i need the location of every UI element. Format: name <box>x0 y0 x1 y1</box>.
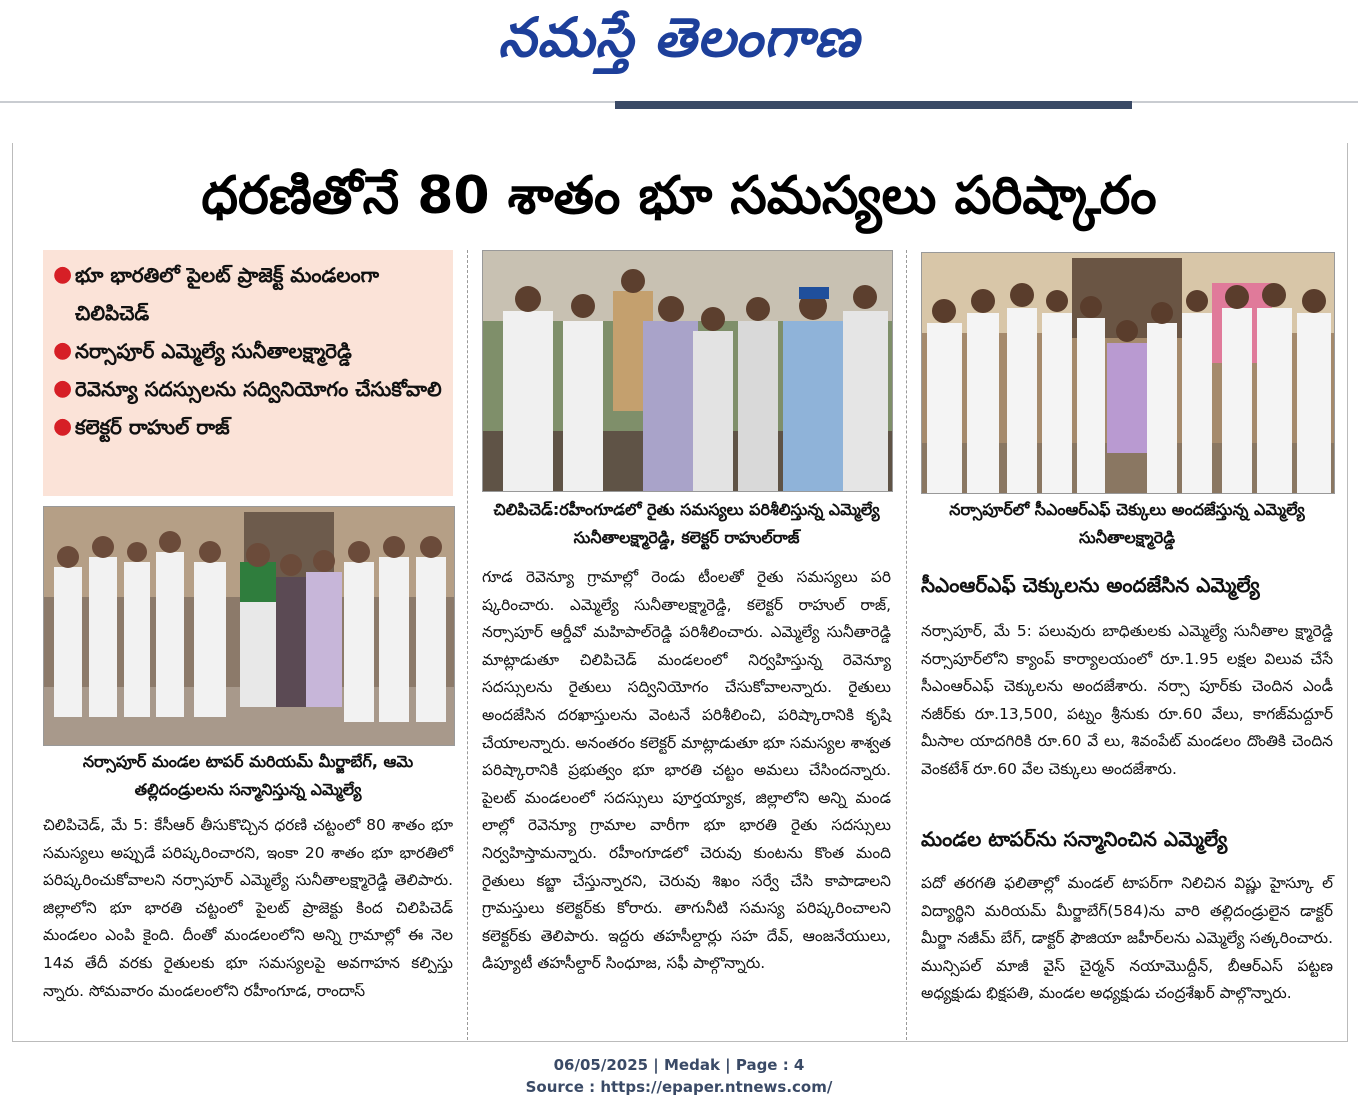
highlight-text: నర్సాపూర్ ఎమ్మెల్యే సునీతాలక్ష్మారెడ్డి <box>75 339 352 363</box>
highlights-box <box>43 250 453 496</box>
topper-story-body <box>921 870 1333 1008</box>
right-photo-caption: నర్సాపూర్‌లో సీఎంఆర్‌ఎఫ్ చెక్కులు అందజేస్తున్న ఎమ్మెల్యే సునీతాలక్ష్మారెడ్డి <box>949 500 1305 547</box>
bullet-icon: ● <box>53 414 73 439</box>
column-divider <box>906 250 907 1040</box>
cmrf-story-title: సీఎంఆర్‌ఎఫ్ చెక్కులను అందజేసిన ఎమ్మెల్యే <box>921 573 1260 597</box>
highlight-text: రెవెన్యూ సదస్సులను సద్వినియోగం చేసుకోవాలి <box>75 377 442 401</box>
highlight-item <box>53 256 443 332</box>
photo-topper-felicitation <box>43 506 455 746</box>
left-column-body <box>43 812 453 1005</box>
masthead-accent-bar <box>615 101 1132 109</box>
body-paragraph: నర్సాపూర్, మే 5: పలువురు బాధితులకు ఎమ్మెల్యే సునీతాల క్ష్మారెడ్డి నర్సాపూర్‌లోని క్యాంప్ కార్యాలయంలో రూ.1.95 లక్షల విలువ చేసే సీఎంఆర్‌ఎఫ్ చెక్కులను అందజేశారు. నర్సా పూర్‌కు చెందిన ఎండీ నజీర్‌కు రూ.13,500, పట్నం శ్రీనుకు రూ.60 వేలు, కాగజ్‌మద్దూర్ మీసాల యాదగిరికి రూ.60 వే లు, శివంపేట్ మండలం దొంతికి చెందిన వెంకటేశ్ రూ.60 వేల చెక్కులు అందజేశారు. <box>921 622 1333 778</box>
photo-cmrf-cheques <box>921 252 1335 494</box>
center-column-body <box>482 564 891 978</box>
highlight-item <box>53 332 443 370</box>
bullet-icon: ● <box>53 262 73 287</box>
highlight-text: భూ భారతిలో పైలట్ ప్రాజెక్ట్ మండలంగా చిలిపిచెడ్ <box>75 263 380 325</box>
bullet-icon: ● <box>53 376 73 401</box>
footer-source-link[interactable]: Source : https://epaper.ntnews.com/ <box>525 1078 833 1096</box>
masthead <box>0 0 1358 100</box>
body-paragraph: పదో తరగతి ఫలితాల్లో మండల్ టాపర్‌గా నిలిచిన విష్ణు హైస్కూ ల్ విద్యార్థిని మరియమ్ మీర్జాబేగ్(584)ను వారి తల్లిదండ్రులైన డాక్టర్ మీర్జా నజీమ్ బేగ్, డాక్టర్ ఫౌజియా జహీర్‌లను ఎమ్మెల్యే సత్కరించారు. మున్సిపల్ మాజీ వైస్ చైర్మన్ నయామొద్దీన్, బీఆర్ఎస్ పట్టణ అధ్యక్షుడు భిక్షపతి, మండల అధ్యక్షుడు చంద్రశేఖర్ పాల్గొన్నారు. <box>921 874 1333 1003</box>
topper-story-title: మండల టాపర్‌ను సన్మానించిన ఎమ్మెల్యే <box>921 827 1228 851</box>
column-divider <box>467 250 468 1040</box>
page-headline: ధరణితోనే 80 శాతం భూ సమస్యలు పరిష్కారం <box>201 166 1157 226</box>
masthead-title: నమస్తే తెలంగాణ <box>498 6 860 69</box>
center-photo-caption: చిలిపిచెడ్:రహీంగూడలో రైతు సమస్యలు పరిశీలిస్తున్న ఎమ్మెల్యే సునీతాలక్ష్మారెడ్డి, కలెక్టర్ రాహుల్‌రాజ్ <box>493 500 880 547</box>
highlight-item <box>53 408 443 446</box>
photo-field-inspection <box>482 250 893 492</box>
body-paragraph: చిలిపిచెడ్, మే 5: కేసీఆర్ తీసుకొచ్చిన ధరణి చట్టంలో 80 శాతం భూ సమస్యలు అప్పుడే పరిష్కరించారని, ఇంకా 20 శాతం భూ భారతిలో పరిష్కరించుకోవాలని నర్సాపూర్ ఎమ్మెల్యే సునీతాలక్ష్మారెడ్డి తెలిపారు. జిల్లాలోని భూ భారతి చట్టంలో పైలట్ ప్రాజెక్టు కింద చిలిపిచెడ్ మండలం ఎంపి కైంది. దీంతో మండలంలోని అన్ని గ్రామాల్లో ఈ నెల 14వ తేదీ వరకు రైతులకు భూ సమస్యలపై అవగాహన కల్పిస్తు న్నారు. సోమవారం మండలంలోని రహీంగూడ, రాందాస్ <box>43 816 453 1000</box>
cmrf-story-body <box>921 618 1333 784</box>
footer-edition-info: 06/05/2025 | Medak | Page : 4 <box>553 1056 805 1074</box>
body-paragraph: గూడ రెవెన్యూ గ్రామాల్లో రెండు టీంలతో రైతు సమస్యలు పరి ష్కరించారు. ఎమ్మెల్యే సునీతాలక్ష్మారెడ్డి, కలెక్టర్ రాహుల్ రాజ్, నర్సాపూర్ ఆర్డీవో మహిపాల్‌రెడ్డి పరిశీలించారు. ఎమ్మెల్యే సునీతారెడ్డి మాట్లాడుతూ చిలిపిచెడ్ మండలంలో నిర్వహిస్తున్న రెవెన్యూ సదస్సులను రైతులు సద్వినియోగం చేసుకోవాలన్నారు. రైతులు అందజేసిన దరఖాస్తులను వెంటనే పరిశీలించి, పరిష్కారానికి కృషి చేయాలన్నారు. అనంతరం కలెక్టర్ మాట్లాడుతూ భూ సమస్యల శాశ్వత పరిష్కారానికి ప్రభుత్వం భూ భారతి చట్టం అమలు చేసిందన్నారు. పైలట్ మండలంలో సదస్సులు పూర్తయ్యాక, జిల్లాలోని అన్ని మండ లాల్లో రెవెన్యూ గ్రామాల వారీగా భూ భారతి రైతు సదస్సులు నిర్వహిస్తామన్నారు. రహీంగూడలో చెరువు కుంటను కొంత మంది రైతులు కబ్జా చేస్తున్నారని, చెరువు శిఖం సర్వే చేసి కాపాడాలని గ్రామస్తులు కలెక్టర్‌కు కోరారు. తాగునీటి సమస్య పరిష్కరించాలని కలెక్టర్‌కు తెలిపారు. ఇద్దరు తహసీల్దార్లు సహ దేవ్, ఆంజనేయులు, డిప్యూటీ తహసీల్దార్ సింధూజ, సఫీ పాల్గొన్నారు. <box>482 568 891 973</box>
left-photo-caption: నర్సాపూర్ మండల టాపర్ మరియమ్ మీర్జాబేగ్, ఆమె తల్లిదండ్రులను సన్మానిస్తున్న ఎమ్మెల్యే <box>82 752 414 799</box>
highlight-item <box>53 370 443 408</box>
highlight-text: కలెక్టర్ రాహుల్ రాజ్ <box>75 415 230 439</box>
bullet-icon: ● <box>53 338 73 363</box>
